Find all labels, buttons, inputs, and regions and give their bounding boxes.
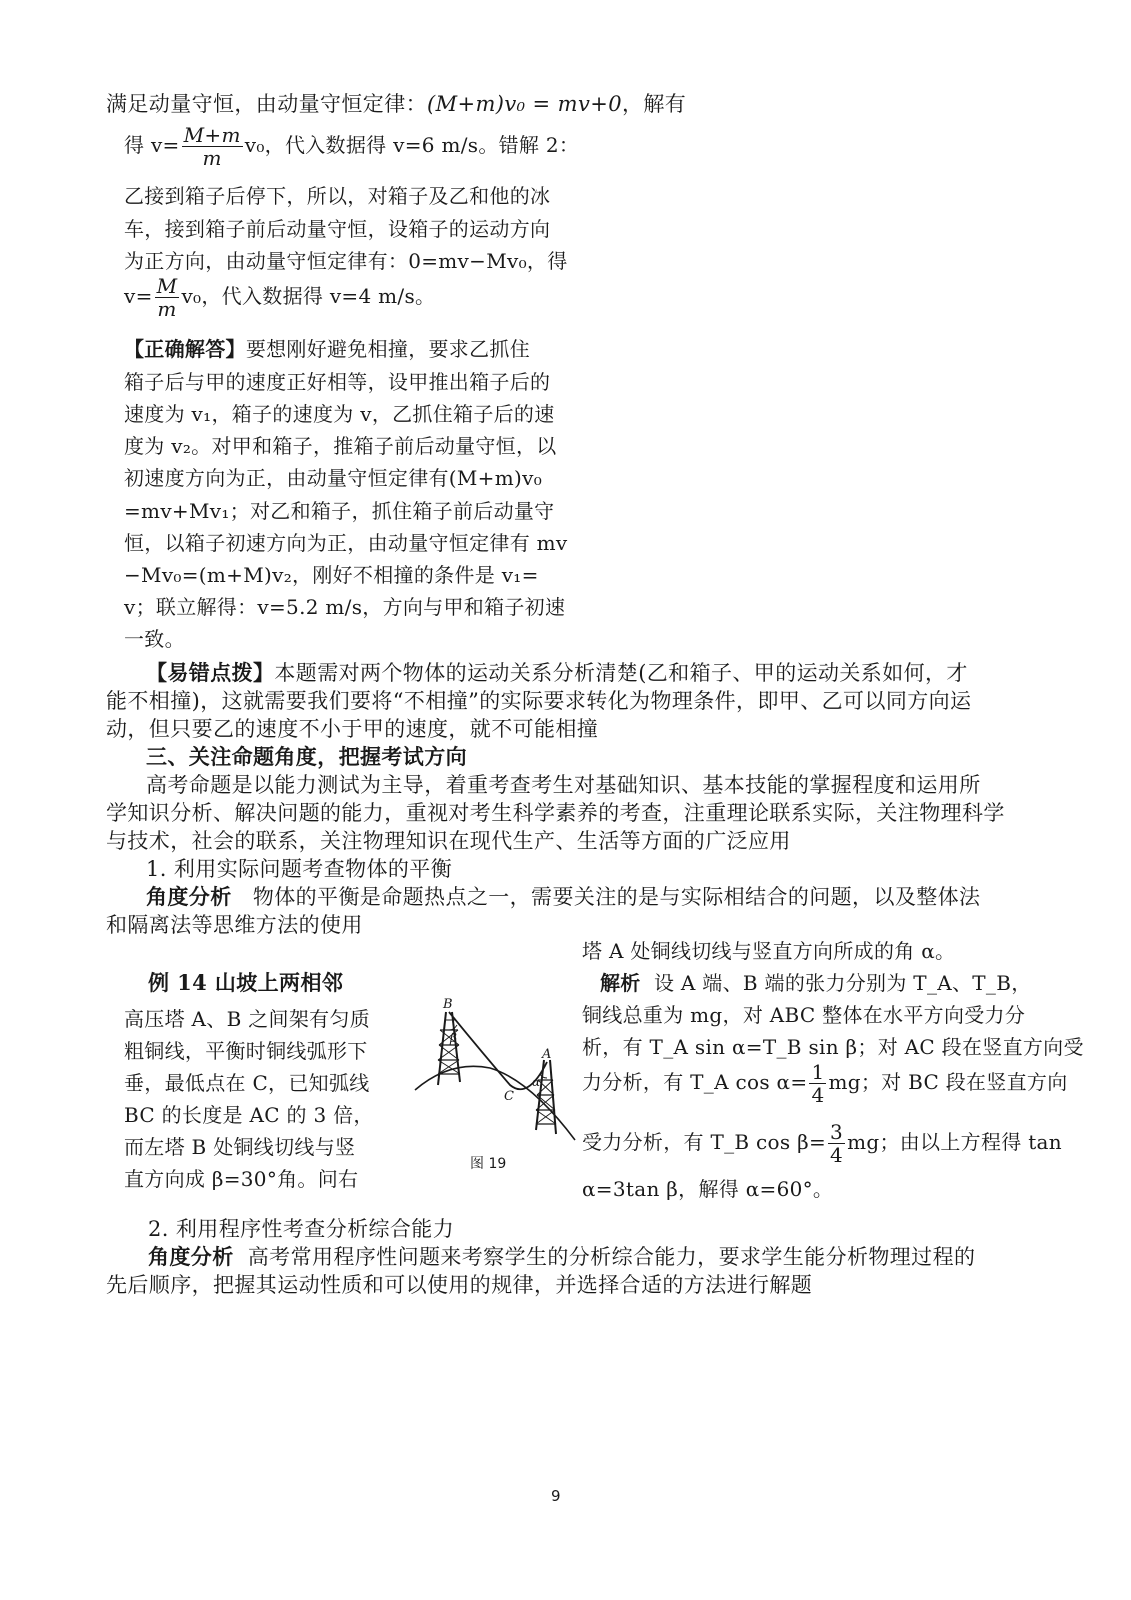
error-tip-line: 能不相撞)，这就需要我们要将“不相撞”的实际要求转化为物理条件，即甲、乙可以同方向运 (106, 689, 972, 713)
solution-line-5: 为正方向，由动量守恒定律有：0=mv−Mv₀，得 (124, 249, 568, 273)
correct-answer-label: 【正确解答】 (124, 337, 246, 361)
figure-19-diagram (410, 990, 580, 1180)
solution-line-3: 乙接到箱子后停下，所以，对箱子及乙和他的冰 (124, 184, 551, 208)
fraction: $\frac{M+m}{m}$ (183, 123, 241, 170)
analysis-line: 铜线总重为 mg，对 ABC 整体在水平方向受力分 (582, 1003, 1026, 1027)
tower-b (438, 1012, 460, 1085)
section-heading: 三、关注命题角度，把握考试方向 (146, 744, 467, 769)
example-line: 高压塔 A、B 之间架有匀质 (124, 1007, 371, 1031)
error-tip-line: 动，但只要乙的速度不小于甲的速度，就不可能相撞 (106, 717, 599, 741)
solution-line-2: 得 v= $\frac{M+m}{m}$ v₀，代入数据得 v=6 m/s。错解 2： (124, 123, 580, 170)
label-a: A (542, 1047, 552, 1062)
figure-caption: 图 19 (470, 1156, 507, 1172)
fraction: $\frac{1}{4}$ (811, 1060, 825, 1107)
item1-analysis-line: 和隔离法等思维方法的使用 (106, 913, 363, 937)
item1-analysis-line-1: 角度分析 物体的平衡是命题热点之一，需要关注的是与实际相结合的问题，以及整体法 (146, 884, 981, 909)
label-beta: β (450, 1031, 457, 1045)
example-line: 垂，最低点在 C，已知弧线 (124, 1071, 370, 1095)
section-paragraph-line: 高考命题是以能力测试为主导，着重考查考生对基础知识、基本技能的掌握程度和运用所 (146, 773, 981, 797)
analysis-label: 解析 (600, 971, 641, 995)
section-paragraph-line: 学知识分析、解决问题的能力，重视对考生科学素养的考查，注重理论联系实际，关注物理科学 (106, 801, 1005, 825)
section-paragraph-line: 与技术，社会的联系，关注物理知识在现代生产、生活等方面的广泛应用 (106, 829, 791, 853)
example-title: 例 14 山坡上两相邻 (148, 970, 344, 995)
correct-answer-line: 度为 v₂。对甲和箱子，推箱子前后动量守恒，以 (124, 434, 557, 458)
solution-line-6: v= $\frac{M}{m}$ v₀，代入数据得 v=4 m/s。 (124, 274, 436, 321)
analysis-line-1: 解析 设 A 端、B 端的张力分别为 T_A、T_B， (600, 971, 1032, 995)
label-c: C (504, 1089, 514, 1104)
correct-answer-line: 恒，以箱子初速方向为正，由动量守恒定律有 mv (124, 531, 568, 555)
example-line: BC 的长度是 AC 的 3 倍， (124, 1103, 374, 1127)
correct-answer-line: 一致。 (124, 627, 185, 651)
analysis-line: 析，有 T_A sin α=T_B sin β；对 AC 段在竖直方向受 (582, 1035, 1084, 1059)
example-line: 直方向成 β=30°角。问右 (124, 1167, 359, 1191)
analysis-line: α=3tan β，解得 α=60°。 (582, 1177, 834, 1201)
label-b: B (443, 997, 453, 1012)
item-title: 1. 利用实际问题考查物体的平衡 (146, 857, 453, 881)
item2-analysis-line-1: 角度分析 高考常用程序性问题来考察学生的分析综合能力，要求学生能分析物理过程的 (148, 1244, 976, 1269)
tower-a (536, 1060, 556, 1134)
analysis-label: 角度分析 (146, 884, 232, 909)
page-number: 9 (551, 1487, 561, 1505)
correct-answer-line: 速度为 v₁，箱子的速度为 v，乙抓住箱子后的速 (124, 402, 555, 426)
error-tip-line-1: 【易错点拨】本题需对两个物体的运动关系分析清楚(乙和箱子、甲的运动关系如何，才 (146, 660, 968, 685)
question-continuation: 塔 A 处铜线切线与竖直方向所成的角 α。 (582, 939, 956, 963)
correct-answer-line: =mv+Mv₁；对乙和箱子，抓住箱子前后动量守 (124, 499, 555, 523)
correct-answer-line: 箱子后与甲的速度正好相等，设甲推出箱子后的 (124, 370, 551, 394)
fraction: $\frac{3}{4}$ (830, 1120, 844, 1167)
analysis-line-5: 受力分析，有 T_B cos β= $\frac{3}{4}$ mg；由以上方程得 tan (582, 1120, 1062, 1167)
label-alpha: α (532, 1075, 541, 1089)
correct-answer-line: 初速度方向为正，由动量守恒定律有(M+m)v₀ (124, 466, 543, 490)
solution-line-4: 车，接到箱子前后动量守恒，设箱子的运动方向 (124, 217, 551, 241)
analysis-label: 角度分析 (148, 1244, 234, 1269)
correct-answer-line: v；联立解得：v=5.2 m/s，方向与甲和箱子初速 (124, 595, 566, 619)
solution-line-1: 满足动量守恒，由动量守恒定律：(M+m)v₀ = mv+0，解有 (106, 92, 687, 116)
example-line: 而左塔 B 处铜线切线与竖 (124, 1135, 356, 1159)
example-line: 粗铜线，平衡时铜线弧形下 (124, 1039, 368, 1063)
error-tip-label: 【易错点拨】 (146, 660, 275, 685)
item2-analysis-line: 先后顺序，把握其运动性质和可以使用的规律，并选择合适的方法进行解题 (106, 1273, 813, 1297)
fraction: $\frac{M}{m}$ (156, 274, 178, 321)
correct-answer-line: −Mv₀=(m+M)v₂，刚好不相撞的条件是 v₁= (124, 563, 539, 587)
item-title: 2. 利用程序性考查分析综合能力 (148, 1217, 455, 1241)
correct-answer-line-1: 【正确解答】要想刚好避免相撞，要求乙抓住 (124, 337, 531, 361)
analysis-line-4: 力分析，有 T_A cos α= $\frac{1}{4}$ mg；对 BC 段在竖直方向 (582, 1060, 1068, 1107)
